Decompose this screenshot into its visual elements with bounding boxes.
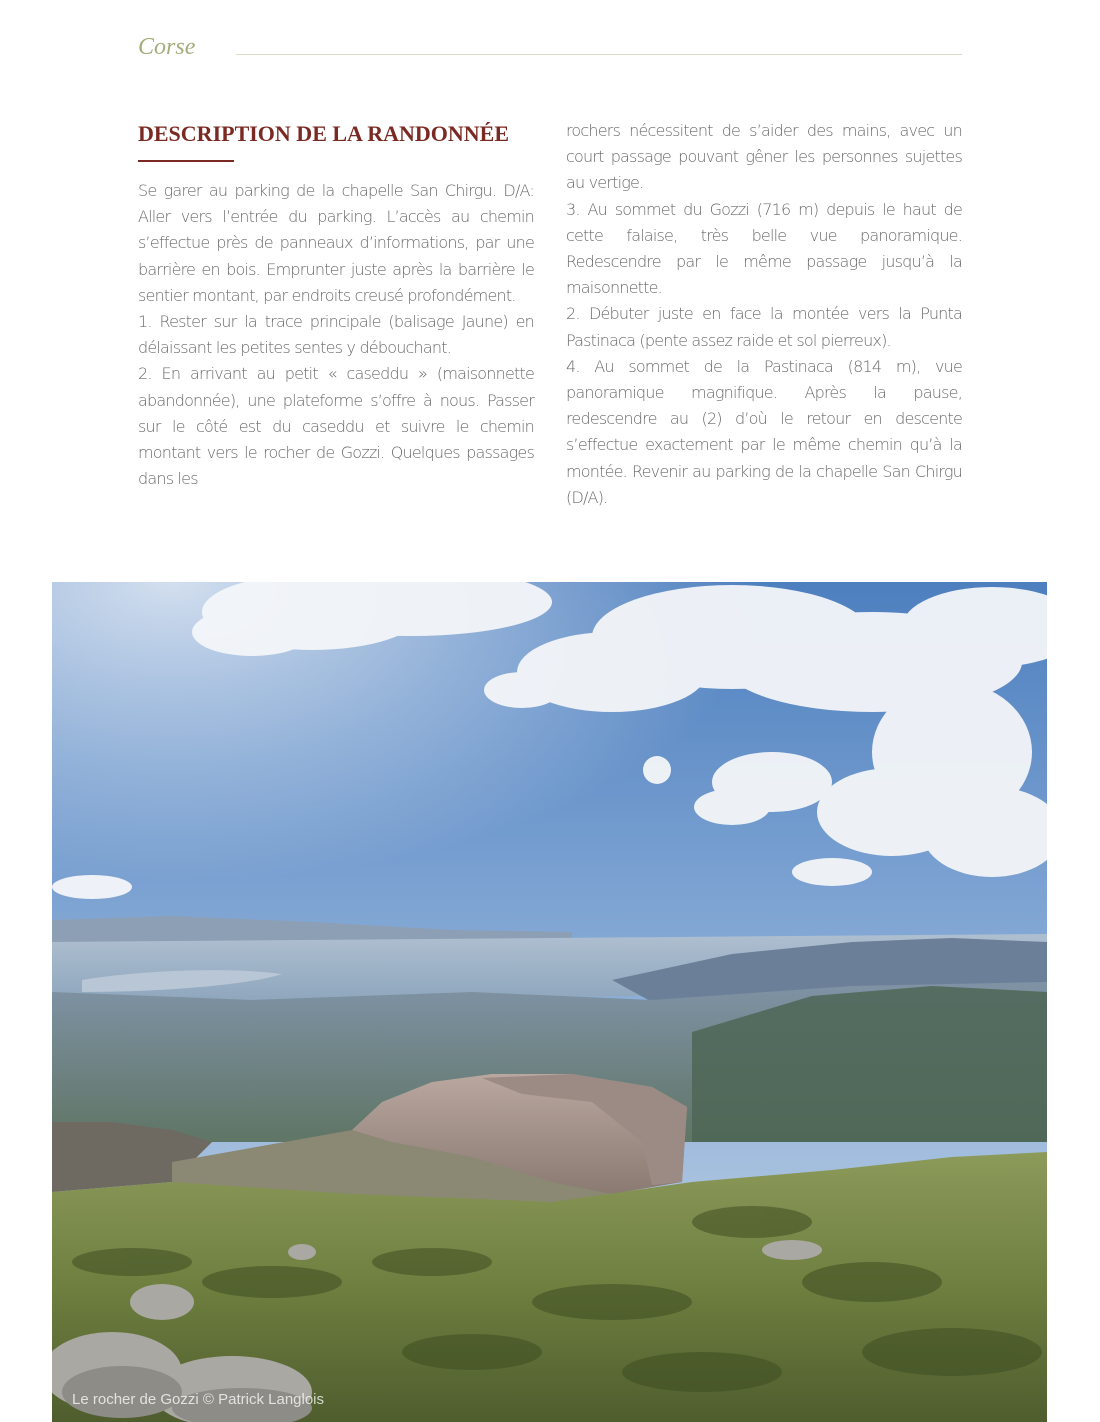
photo-caption: Le rocher de Gozzi © Patrick Langlois [72,1391,325,1408]
paragraph-parking: Se garer au parking de la chapelle San Chirgu. D/A: Aller vers l’entrée du parking. L’accès au chemin s’effectue près de panneaux d’informations, par une barrière en bois. Emprunter juste après la barrière le sentier montant, par endroits creusé profondément. [138,181,534,305]
landscape-photo [52,582,1047,1422]
section-title: DESCRIPTION DE LA RANDONNÉE [138,121,510,146]
paragraph-step-2-pastinaca: 2. Débuter juste en face la montée vers la Punta Pastinaca (pente assez raide et sol pierreux). [566,304,962,350]
right-column [566,118,962,511]
left-column [138,118,534,511]
paragraph-step-1: 1. Rester sur la trace principale (balisage Jaune) en délaissant les petites sentes y débouchant. [138,312,534,358]
title-underline [138,160,234,162]
section-name: Corse [138,34,196,60]
paragraph-step-2: 2. En arrivant au petit « caseddu » (maisonnette abandonnée), une plateforme s’offre à nous. Passer sur le côté est du caseddu et suivre le chemin montant vers le rocher de Gozzi. Quelques passages dans les [138,364,534,489]
paragraph-step-4: 4. Au sommet de la Pastinaca (814 m), vue panoramique magnifique. Après la pause, redescendre au (2) d’où le retour en descente s’effectue exactement par le même chemin qu’à la montée. Revenir au parking de la chapelle San Chirgu (D/A). [566,356,962,507]
landscape-illustration [52,582,1047,1422]
header-divider [236,54,962,55]
paragraph-step-3: 3. Au sommet du Gozzi (716 m) depuis le haut de cette falaise, très belle vue panoramique. Redescendre par le même passage jusqu’à la maisonnette. [566,199,962,298]
page-header [138,34,962,74]
paragraph-step-2-continued: rochers nécessitent de s’aider des mains, avec un court passage pouvant gêner les personnes sujettes au vertige. [566,121,962,193]
hike-description [138,118,962,511]
